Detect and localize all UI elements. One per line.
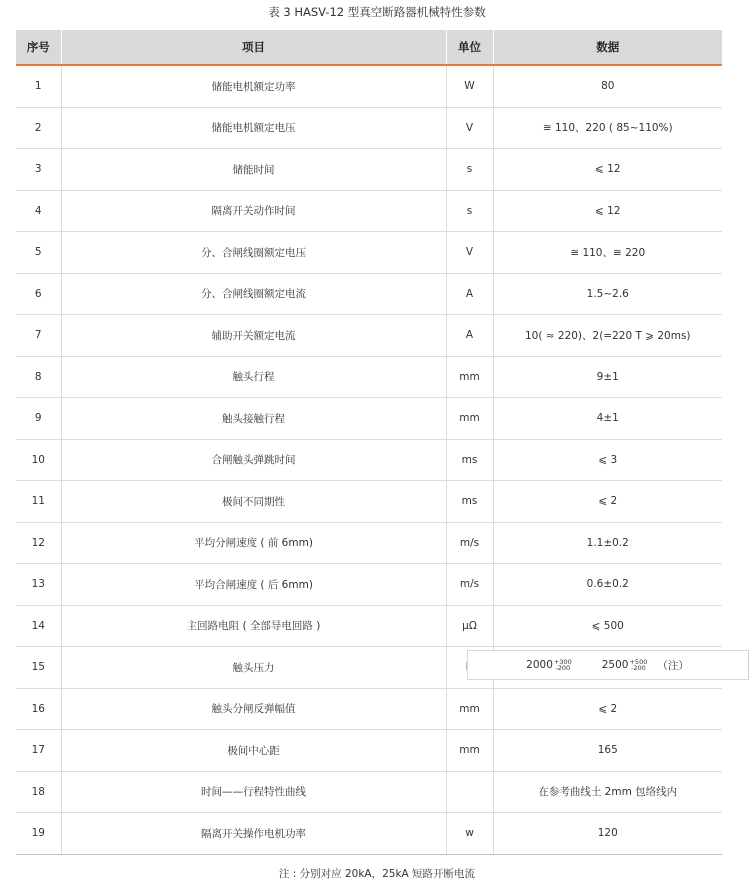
cell-value: 1.1±0.2: [493, 522, 722, 564]
table-row: [16, 481, 722, 523]
cell-index: 18: [16, 771, 61, 813]
cell-value: 4±1: [493, 398, 722, 440]
cell-value: ⩽ 2: [493, 688, 722, 730]
cell-index: 10: [16, 439, 61, 481]
table-caption: 表 3 HASV-12 型真空断路器机械特性参数: [268, 5, 486, 19]
note-marker: （注）: [657, 659, 689, 672]
cell-item: 合闸触头弹跳时间: [61, 439, 446, 481]
cell-item: 储能电机额定电压: [61, 107, 446, 149]
cell-value: 120: [493, 813, 722, 855]
table-row: [16, 356, 722, 398]
cell-index: 15: [16, 647, 61, 689]
cell-index: 2: [16, 107, 61, 149]
cell-index: 7: [16, 315, 61, 357]
table-row: [16, 730, 722, 772]
cell-value: ⩽ 500: [493, 605, 722, 647]
tolerance-plus: +500: [629, 657, 648, 666]
pressure-tolerance-20ka: [554, 659, 572, 672]
table-row: [16, 273, 722, 315]
header-data: 数据: [493, 30, 722, 65]
cell-item: 触头压力: [61, 647, 446, 689]
cell-index: 17: [16, 730, 61, 772]
header-unit: 单位: [446, 30, 493, 65]
cell-item: 隔离开关动作时间: [61, 190, 446, 232]
cell-value: 0.6±0.2: [493, 564, 722, 606]
cell-index: 9: [16, 398, 61, 440]
table-row: [16, 813, 722, 855]
cell-index: 8: [16, 356, 61, 398]
table-header-row: [16, 30, 722, 65]
contact-pressure-values: [467, 650, 749, 680]
cell-value: ⩽ 3: [493, 439, 722, 481]
cell-index: 13: [16, 564, 61, 606]
table-row: [16, 232, 722, 274]
cell-value: 9±1: [493, 356, 722, 398]
cell-unit: W: [446, 65, 493, 107]
cell-unit: A: [446, 273, 493, 315]
pressure-value-20ka: 2000: [526, 659, 553, 671]
cell-unit: m/s: [446, 564, 493, 606]
pressure-tolerance-25ka: [629, 659, 647, 672]
cell-unit: ms: [446, 481, 493, 523]
cell-index: 19: [16, 813, 61, 855]
cell-value: 10( ≈ 220)、2(=220 T ⩾ 20ms): [493, 315, 722, 357]
cell-index: 11: [16, 481, 61, 523]
table-row: [16, 107, 722, 149]
cell-index: 14: [16, 605, 61, 647]
cell-unit: A: [446, 315, 493, 357]
table-row: [16, 522, 722, 564]
cell-item: 极间中心距: [61, 730, 446, 772]
cell-item: 触头行程: [61, 356, 446, 398]
cell-item: 极间不同期性: [61, 481, 446, 523]
tolerance-minus: -200: [631, 664, 646, 672]
pressure-value-25ka: 2500: [601, 659, 629, 671]
cell-unit: w: [446, 813, 493, 855]
cell-item: 储能电机额定功率: [61, 65, 446, 107]
table-row: [16, 647, 722, 689]
cell-item: 时间——行程特性曲线: [61, 771, 446, 813]
cell-item: 储能时间: [61, 149, 446, 191]
table-row: [16, 190, 722, 232]
cell-unit: V: [446, 107, 493, 149]
cell-item: 触头接触行程: [61, 398, 446, 440]
header-index: 序号: [16, 30, 61, 65]
cell-unit: s: [446, 190, 493, 232]
cell-index: 16: [16, 688, 61, 730]
cell-unit: mm: [446, 398, 493, 440]
cell-value: ⩽ 12: [493, 190, 722, 232]
table-row: [16, 398, 722, 440]
cell-index: 4: [16, 190, 61, 232]
cell-value: ⩽ 12: [493, 149, 722, 191]
cell-item: 分、合闸线圈额定电压: [61, 232, 446, 274]
table-row: [16, 564, 722, 606]
header-item: 项目: [61, 30, 446, 65]
cell-unit: [446, 771, 493, 813]
table-row: [16, 315, 722, 357]
spec-table: [16, 30, 722, 855]
cell-value: ≅ 110、≅ 220: [493, 232, 722, 274]
tolerance-plus: +300: [553, 657, 572, 666]
cell-index: 1: [16, 65, 61, 107]
table-row: [16, 149, 722, 191]
cell-unit: V: [446, 232, 493, 274]
table-row: [16, 688, 722, 730]
table-row: [16, 439, 722, 481]
cell-value: ⩽ 2: [493, 481, 722, 523]
cell-item: 平均合闸速度 ( 后 6mm): [61, 564, 446, 606]
cell-index: 6: [16, 273, 61, 315]
cell-item: 隔离开关操作电机功率: [61, 813, 446, 855]
cell-value: 80: [493, 65, 722, 107]
cell-value: 在参考曲线土 2mm 包络线内: [493, 771, 722, 813]
cell-unit: mm: [446, 356, 493, 398]
cell-value: [493, 647, 722, 689]
cell-item: 主回路电阻 ( 全部导电回路 ): [61, 605, 446, 647]
cell-unit: s: [446, 149, 493, 191]
cell-unit: μΩ: [446, 605, 493, 647]
cell-item: 分、合闸线圈额定电流: [61, 273, 446, 315]
cell-item: 平均分闸速度 ( 前 6mm): [61, 522, 446, 564]
cell-unit: mm: [446, 688, 493, 730]
cell-item: 辅助开关额定电流: [61, 315, 446, 357]
table-row: [16, 605, 722, 647]
cell-unit: ms: [446, 439, 493, 481]
cell-value: 1.5~2.6: [493, 273, 722, 315]
cell-index: 5: [16, 232, 61, 274]
cell-value: 165: [493, 730, 722, 772]
cell-unit: mm: [446, 730, 493, 772]
cell-value: ≅ 110、220 ( 85~110%): [493, 107, 722, 149]
tolerance-minus: -200: [555, 664, 571, 672]
cell-item: 触头分闸反弹幅值: [61, 688, 446, 730]
cell-unit: m/s: [446, 522, 493, 564]
table-row: [16, 771, 722, 813]
table-footnote: 注 : 分别对应 20kA，25kA 短路开断电流: [278, 868, 476, 880]
cell-index: 3: [16, 149, 61, 191]
table-row: [16, 65, 722, 107]
cell-index: 12: [16, 522, 61, 564]
